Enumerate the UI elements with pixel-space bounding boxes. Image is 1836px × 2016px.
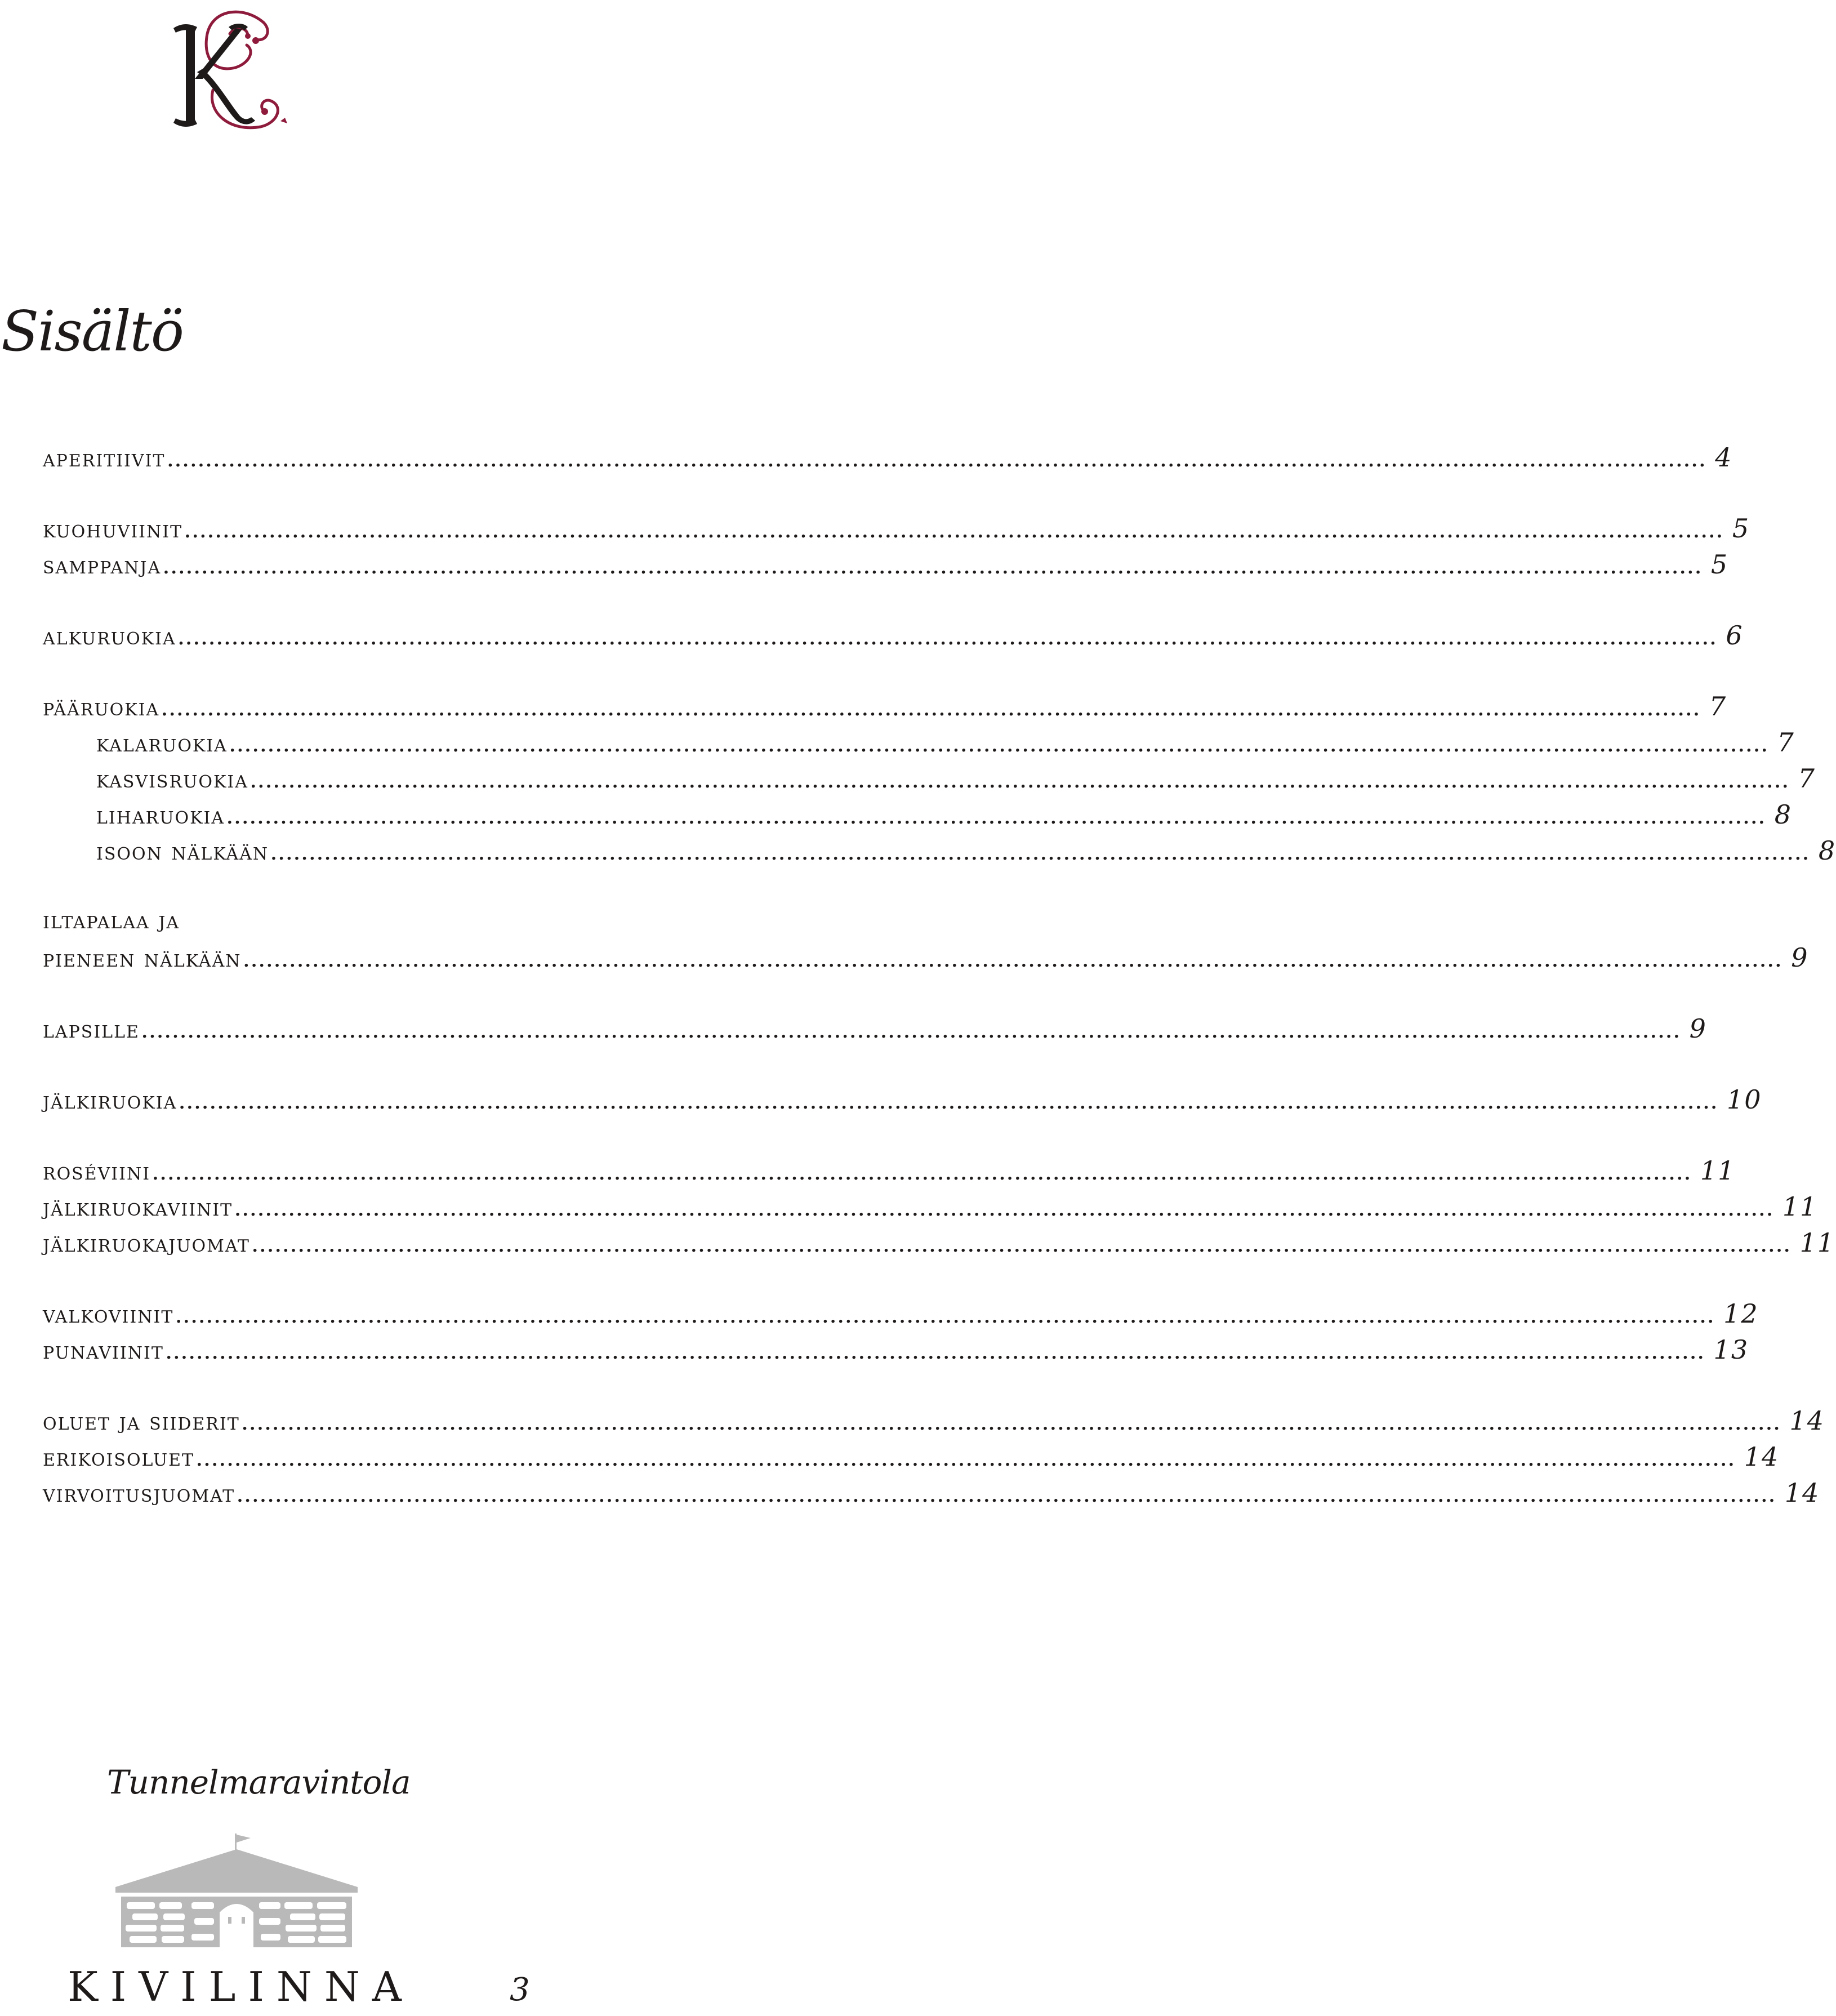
dot-leader: ........................................................................................................................................................................................................ [161,693,1700,722]
toc-entry[interactable] [43,763,1816,799]
toc-entry-label: liharuokia [96,802,225,830]
table-of-contents [43,442,1836,1548]
dot-leader: ........................................................................................................................................................................................................ [175,1301,1715,1329]
toc-entry-page: 7 [1777,727,1795,758]
toc-entry-page: 9 [1791,942,1809,973]
restaurant-script-name: Tunnelmaravintola [107,1763,411,1801]
dot-leader: ........................................................................................................................................................................................................ [249,766,1789,794]
toc-entry[interactable] [43,799,1792,835]
toc-entry-label: virvoitusjuomat [43,1480,235,1508]
toc-entry-label: kalaruokia [96,729,228,758]
toc-entry[interactable] [43,1191,1818,1227]
toc-entry-label: isoon nälkään [96,838,269,866]
toc-entry-page: 6 [1726,620,1744,651]
dot-leader: ........................................................................................................................................................................................................ [177,622,1717,651]
toc-entry[interactable] [43,1084,1762,1120]
toc-entry-label: lapsille [43,1016,140,1044]
dot-leader: ........................................................................................................................................................................................................ [178,1087,1718,1115]
toc-group [43,442,1733,478]
castle-icon [115,1833,358,1952]
toc-entry-page: 11 [1799,1227,1835,1258]
toc-entry[interactable] [43,1441,1780,1477]
kivilinna-wordmark: KIVILINNA [68,1963,414,2010]
dot-leader: ........................................................................................................................................................................................................ [162,551,1702,580]
toc-entry-label: erikoisoluet [43,1444,195,1472]
toc-entry-page: 12 [1723,1298,1759,1329]
dot-leader: ........................................................................................................................................................................................................ [164,1337,1705,1365]
toc-entry-label: punaviinit [43,1337,164,1365]
toc-entry[interactable] [43,835,1836,871]
kc-monogram-logo [151,0,297,146]
toc-entry-page: 7 [1798,763,1816,794]
toc-entry-page: 11 [1782,1191,1818,1222]
toc-group [43,1084,1762,1120]
page-title: Sisältö [1,300,183,364]
toc-entry-page: 7 [1709,691,1727,722]
toc-entry[interactable] [43,691,1727,727]
toc-entry-label: valkoviinit [43,1301,174,1329]
toc-entry[interactable] [43,549,1729,585]
toc-entry-page: 14 [1744,1441,1780,1472]
toc-entry[interactable] [43,1298,1759,1334]
toc-entry-page: 4 [1715,442,1733,473]
dot-leader: ........................................................................................................................................................................................................ [236,1480,1776,1508]
toc-entry[interactable] [43,1334,1749,1370]
toc-entry-page: 11 [1700,1155,1736,1186]
toc-entry-page: 8 [1818,835,1836,866]
toc-group [43,620,1744,656]
dot-leader: ........................................................................................................................................................................................................ [240,1408,1781,1436]
toc-group [43,513,1750,585]
toc-group [43,1298,1759,1370]
toc-entry[interactable] [43,942,1809,978]
page-number: 3 [510,1972,530,2008]
toc-entry-label: jälkiruokia [43,1087,177,1115]
toc-group [43,1013,1707,1049]
toc-entry-label: roséviini [43,1158,151,1186]
toc-entry[interactable] [43,442,1733,478]
toc-entry-page: 5 [1732,513,1750,544]
toc-entry[interactable] [43,620,1744,656]
toc-group [43,1155,1835,1263]
toc-entry-label: pääruokia [43,693,160,722]
toc-entry-label: alkuruokia [43,622,176,651]
toc-entry-label: oluet ja siiderit [43,1408,240,1436]
dot-leader: ........................................................................................................................................................................................................ [140,1016,1681,1044]
toc-entry-page: 13 [1713,1334,1749,1365]
toc-entry[interactable] [43,513,1750,549]
toc-group [43,691,1836,871]
dot-leader: ........................................................................................................................................................................................................ [270,838,1810,866]
toc-entry[interactable] [43,727,1795,763]
toc-entry-page: 14 [1784,1477,1820,1508]
dot-leader: ........................................................................................................................................................................................................ [151,1158,1691,1186]
toc-entry-page: 5 [1710,549,1729,580]
toc-entry-label: kasvisruokia [96,766,248,794]
toc-entry[interactable] [43,1477,1820,1514]
toc-entry-label: samppanja [43,551,162,580]
toc-entry-label: jälkiruokajuomat [43,1230,250,1258]
dot-leader: ........................................................................................................................................................................................................ [234,1194,1773,1222]
toc-entry[interactable] [43,1013,1707,1049]
toc-entry-label: jälkiruokaviinit [43,1194,233,1222]
dot-leader: ........................................................................................................................................................................................................ [228,729,1768,758]
dot-leader: ........................................................................................................................................................................................................ [166,444,1706,473]
dot-leader: ........................................................................................................................................................................................................ [226,802,1766,830]
toc-entry-label: pieneen nälkään [43,945,242,973]
toc-entry-page: 9 [1689,1013,1707,1044]
toc-entry[interactable] [43,1227,1835,1263]
toc-entry-page: 14 [1789,1405,1825,1436]
toc-entry-page: 8 [1774,799,1792,830]
dot-leader: ........................................................................................................................................................................................................ [242,945,1782,973]
toc-entry-lead: iltapalaa ja [43,906,180,934]
toc-entry[interactable] [43,1155,1736,1191]
toc-entry-label: kuohuviinit [43,515,183,544]
toc-entry[interactable] [43,1405,1825,1441]
dot-leader: ........................................................................................................................................................................................................ [195,1444,1735,1472]
toc-entry-label: aperitiivit [43,444,166,473]
toc-group [43,906,1809,978]
toc-group [43,1405,1825,1514]
toc-entry-page: 10 [1726,1084,1762,1115]
dot-leader: ........................................................................................................................................................................................................ [251,1230,1791,1258]
dot-leader: ........................................................................................................................................................................................................ [184,515,1723,544]
